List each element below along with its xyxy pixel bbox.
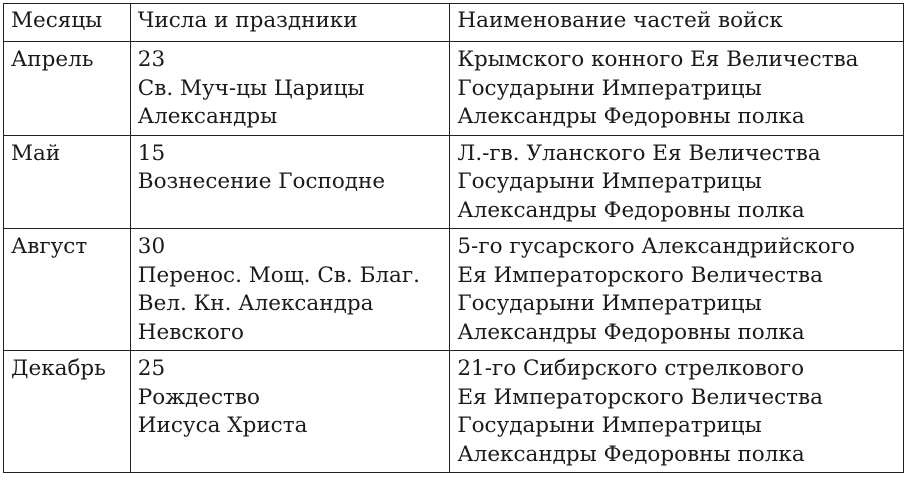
unit-line: 21-го Сибирского стрелкового [457,356,805,381]
holiday-line: Перенос. Мощ. Св. Благ. [137,262,420,288]
unit-line: Александры Федоровны полка [457,441,805,467]
unit-line: Государыни Императрицы [457,75,762,101]
holiday-line: Вознесение Господне [137,169,386,194]
unit-line: Александры Федоровны полка [457,197,805,223]
date-number: 15 [137,140,166,166]
cell-dates [130,42,450,136]
unit-line: Л.-гв. Уланского Ея Величества [457,140,821,166]
cell-month: Август [4,229,131,351]
table-row [4,135,904,229]
header-units: Наименование частей войск [450,4,904,42]
header-month: Месяцы [4,4,131,42]
cell-month: Декабрь [4,351,131,473]
cell-units [450,135,904,229]
date-number: 23 [137,47,166,72]
date-number: 30 [137,234,166,259]
cell-units [450,351,904,473]
cell-units [450,229,904,351]
unit-line: Александры Федоровны полка [457,319,805,345]
unit-line: Государыни Императрицы [457,169,762,194]
holiday-line: Рождество [137,384,260,410]
holiday-line: Иисуса Христа [137,413,308,438]
holiday-line: Св. Муч-цы Царицы [137,75,365,101]
cell-month: Апрель [4,42,131,136]
date-number: 25 [137,356,166,381]
cell-dates [130,351,450,473]
holiday-line: Невского [137,319,245,345]
cell-units [450,42,904,136]
unit-line: Ея Императорского Величества [457,262,823,288]
unit-line: Государыни Императрицы [457,291,762,316]
holiday-line: Александры [137,104,278,129]
cell-dates [130,229,450,351]
table-header-row [4,4,904,42]
header-dates: Числа и праздники [130,4,450,42]
table-row [4,229,904,351]
unit-line: Ея Императорского Величества [457,384,823,410]
holiday-line: Вел. Кн. Александра [137,291,374,316]
unit-line: Государыни Императрицы [457,413,762,438]
table-row [4,42,904,136]
cell-dates [130,135,450,229]
unit-line: Крымского конного Ея Величества [457,47,859,72]
table-row [4,351,904,473]
unit-line: Александры Федоровны полка [457,104,805,129]
unit-line: 5-го гусарского Александрийского [457,234,855,259]
cell-month: Май [4,135,131,229]
holidays-table [3,3,904,473]
